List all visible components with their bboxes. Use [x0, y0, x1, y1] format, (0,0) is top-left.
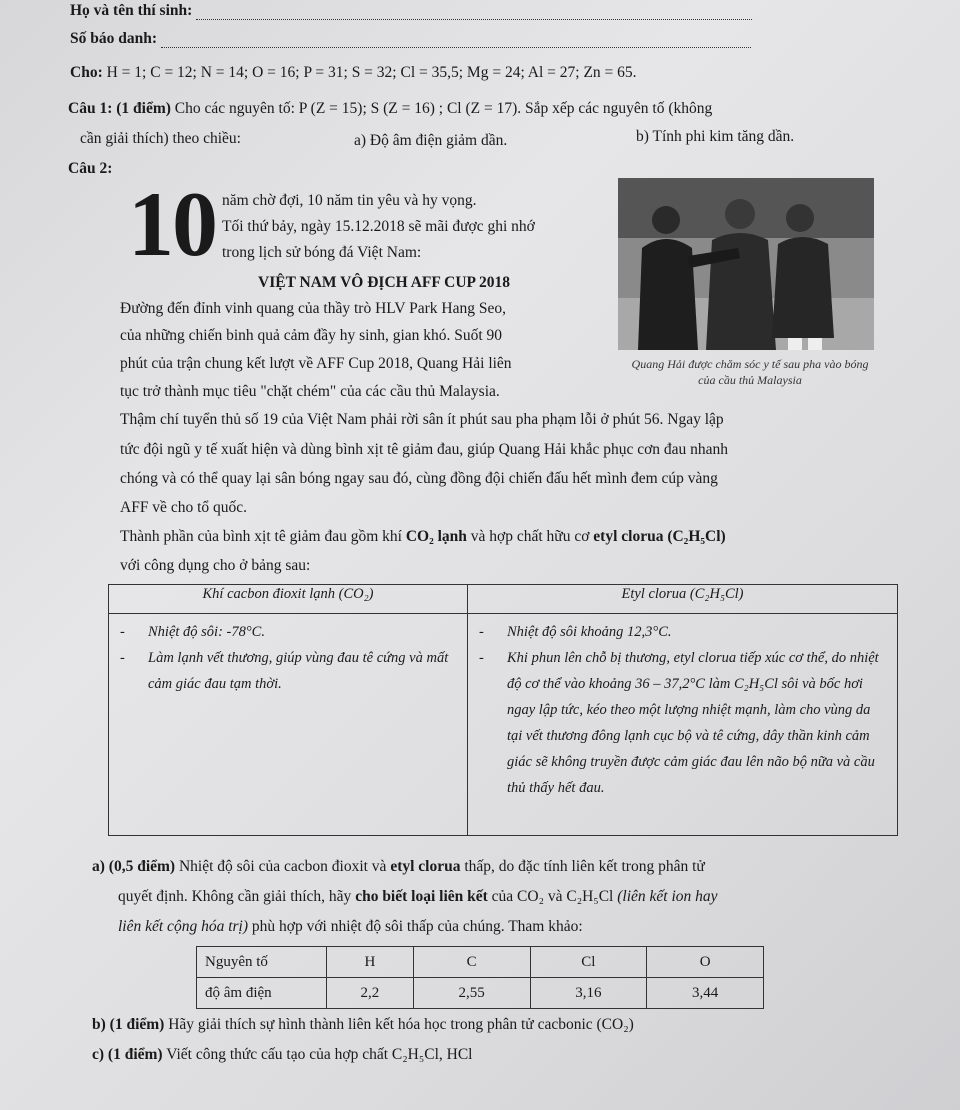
- part-b-points: (1 điểm): [109, 1016, 165, 1033]
- q1-line1: [68, 100, 712, 118]
- part-a-text-2b: cho biết loại liên kết: [355, 888, 488, 905]
- given-masses: [70, 64, 637, 82]
- q1-text-1: Cho các nguyên tố: P (Z = 15); S (Z = 16) ; Cl (Z = 17). Sắp xếp các nguyên tố (không: [174, 100, 713, 117]
- part-a-line2: [118, 888, 718, 906]
- q2-para-9-b: và hợp chất hữu cơ: [470, 528, 590, 545]
- ethyl-item-text: Nhiệt độ sôi khoảng 12,3°C.: [507, 624, 672, 640]
- q1-line2: [80, 130, 241, 148]
- electronegativity-table: [196, 946, 764, 1009]
- en-cell: Nguyên tố: [197, 947, 327, 978]
- q2-para-4: tục trở thành mục tiêu "chặt chém" của các cầu thủ Malaysia.: [120, 383, 500, 400]
- q2-para-7: chóng và có thể quay lại sân bóng ngay sau đó, cùng đồng đội chiến đấu hết mình đem cúp vàng: [120, 470, 718, 487]
- part-a-text-1a: Nhiệt độ sôi của cacbon đioxit và: [178, 858, 387, 875]
- part-c-points: (1 điểm): [107, 1046, 163, 1063]
- part-b-text: Hãy giải thích sự hình thành liên kết hóa học trong phân tử cacbonic (CO₂): [168, 1016, 634, 1033]
- photo-caption: Quang Hải được chăm sóc y tế sau pha vào bóng của cầu thủ Malaysia: [631, 357, 869, 387]
- en-row-values: [197, 978, 764, 1009]
- part-a-text-1b: etyl clorua: [390, 858, 461, 875]
- part-b-label: b): [92, 1016, 106, 1033]
- ethyl-item-text: Khi phun lên chỗ bị thương, etyl clorua tiếp xúc cơ thể, do nhiệt độ cơ thể vào khoảng 36 – 37,2°C làm C₂H₅Cl sôi và bốc hơi ngay lập tức, kéo theo một lượng nhiệt mạnh, làm cho vùng da tại vết thương đông lạnh cục bộ và tê cứng, dây thần kinh cảm giác sẽ không truyền được cảm giác đau lên não bộ nữa và cầu thủ thấy hết đau.: [507, 650, 879, 796]
- big-number: 10: [128, 173, 216, 275]
- name-field: [70, 2, 752, 20]
- ethyl-cell: [468, 614, 898, 836]
- id-field: [70, 30, 751, 48]
- part-c-label: c): [92, 1046, 105, 1063]
- q2-para-9: [120, 528, 726, 546]
- en-cell: O: [647, 947, 764, 978]
- part-a-text-3b: phù hợp với nhiệt độ sôi thấp của chúng. Tham khảo:: [251, 918, 583, 935]
- part-a-label: a): [92, 858, 105, 875]
- q2-intro-1: năm chờ đợi, 10 năm tin yêu và hy vọng.: [222, 192, 477, 209]
- q2-headline: VIỆT NAM VÔ ĐỊCH AFF CUP 2018: [258, 274, 511, 291]
- id-dotted-line: [161, 35, 751, 48]
- en-cell: 3,16: [530, 978, 647, 1009]
- part-b: [92, 1016, 634, 1034]
- q1-option-a: a) Độ âm điện giảm dần.: [354, 132, 508, 149]
- bullet-dash: -: [120, 624, 125, 640]
- q2-para-6: tức đội ngũ y tế xuất hiện và dùng bình xịt tê giảm đau, giúp Quang Hải khắc phục cơn đau nhanh: [120, 441, 729, 458]
- players-illustration: [618, 178, 874, 350]
- q2-para-1: Đường đến đỉnh vinh quang của thầy trò HLV Park Hang Seo,: [120, 300, 506, 317]
- part-c-text: Viết công thức cấu tạo của hợp chất C₂H₅Cl, HCl: [166, 1046, 473, 1063]
- q1-option-b: b) Tính phi kim tăng dần.: [636, 128, 795, 145]
- football-photo: [618, 178, 874, 350]
- part-a-text-3a: liên kết cộng hóa trị): [118, 918, 248, 935]
- q2-intro-2: Tối thứ bảy, ngày 15.12.2018 sẽ mãi được ghi nhớ: [222, 218, 535, 235]
- given-text: H = 1; C = 12; N = 14; O = 16; P = 31; S = 32; Cl = 35,5; Mg = 24; Al = 27; Zn = 65.: [106, 64, 637, 81]
- q2-para-3: phút của trận chung kết lượt về AFF Cup 2018, Quang Hải liên: [120, 355, 512, 372]
- en-cell: độ âm điện: [197, 978, 327, 1009]
- q1-text-2: cần giải thích) theo chiều:: [80, 130, 241, 147]
- name-dotted-line: [196, 7, 752, 20]
- part-a-text-2a: quyết định. Không cần giải thích, hãy: [118, 888, 352, 905]
- co2-item: [120, 645, 456, 697]
- co2-item-text: Làm lạnh vết thương, giúp vùng đau tê cứng và mất cảm giác đau tạm thời.: [148, 650, 449, 692]
- en-row-elements: [197, 947, 764, 978]
- properties-header-row: [109, 585, 898, 614]
- en-cell: 2,2: [327, 978, 414, 1009]
- part-c: [92, 1046, 472, 1064]
- given-label: Cho:: [70, 64, 103, 81]
- q2-label: Câu 2:: [68, 160, 113, 177]
- co2-header: Khí cacbon đioxit lạnh (CO₂): [109, 585, 468, 614]
- q2-intro-3: trong lịch sử bóng đá Việt Nam:: [222, 244, 422, 261]
- bullet-dash: -: [479, 650, 484, 666]
- properties-table: [108, 584, 898, 836]
- part-a-line1: [92, 858, 705, 876]
- q2-para-9-ethyl: etyl clorua (C₂H₅Cl): [593, 528, 726, 545]
- en-cell: H: [327, 947, 414, 978]
- co2-item-text: Nhiệt độ sôi: -78°C.: [148, 624, 265, 640]
- id-label: Số báo danh:: [70, 30, 158, 47]
- part-a-text-2c: của CO₂ và C₂H₅Cl: [491, 888, 614, 905]
- q2-para-9-co2: CO₂ lạnh: [405, 528, 467, 545]
- q2-para-8: AFF về cho tổ quốc.: [120, 499, 248, 516]
- q2-para-10: với công dụng cho ở bảng sau:: [120, 557, 311, 574]
- part-a-text-1c: thấp, do đặc tính liên kết trong phân tử: [464, 858, 705, 875]
- co2-cell: [109, 614, 468, 836]
- en-cell: Cl: [530, 947, 647, 978]
- q2-para-5: Thậm chí tuyển thủ số 19 của Việt Nam phải rời sân ít phút sau pha phạm lỗi ở phút 56. Ngay lập: [120, 411, 724, 428]
- properties-body-row: [109, 614, 898, 836]
- en-cell: C: [413, 947, 530, 978]
- q1-label: Câu 1: (1 điểm): [68, 100, 171, 117]
- ethyl-item: [479, 619, 886, 645]
- part-a-text-2d: (liên kết ion hay: [617, 888, 718, 905]
- part-a-line3: [118, 918, 583, 936]
- q2-para-9-a: Thành phần của bình xịt tê giảm đau gồm khí: [120, 528, 402, 545]
- q2-para-2: của những chiến binh quả cảm đầy hy sinh, gian khó. Suốt 90: [120, 327, 503, 344]
- bullet-dash: -: [120, 650, 125, 666]
- co2-item: [120, 619, 456, 645]
- part-a-points: (0,5 điểm): [108, 858, 176, 875]
- en-cell: 2,55: [413, 978, 530, 1009]
- ethyl-item: [479, 645, 886, 801]
- ethyl-header: Etyl clorua (C₂H₅Cl): [468, 585, 898, 614]
- name-label: Họ và tên thí sinh:: [70, 2, 193, 19]
- bullet-dash: -: [479, 624, 484, 640]
- en-cell: 3,44: [647, 978, 764, 1009]
